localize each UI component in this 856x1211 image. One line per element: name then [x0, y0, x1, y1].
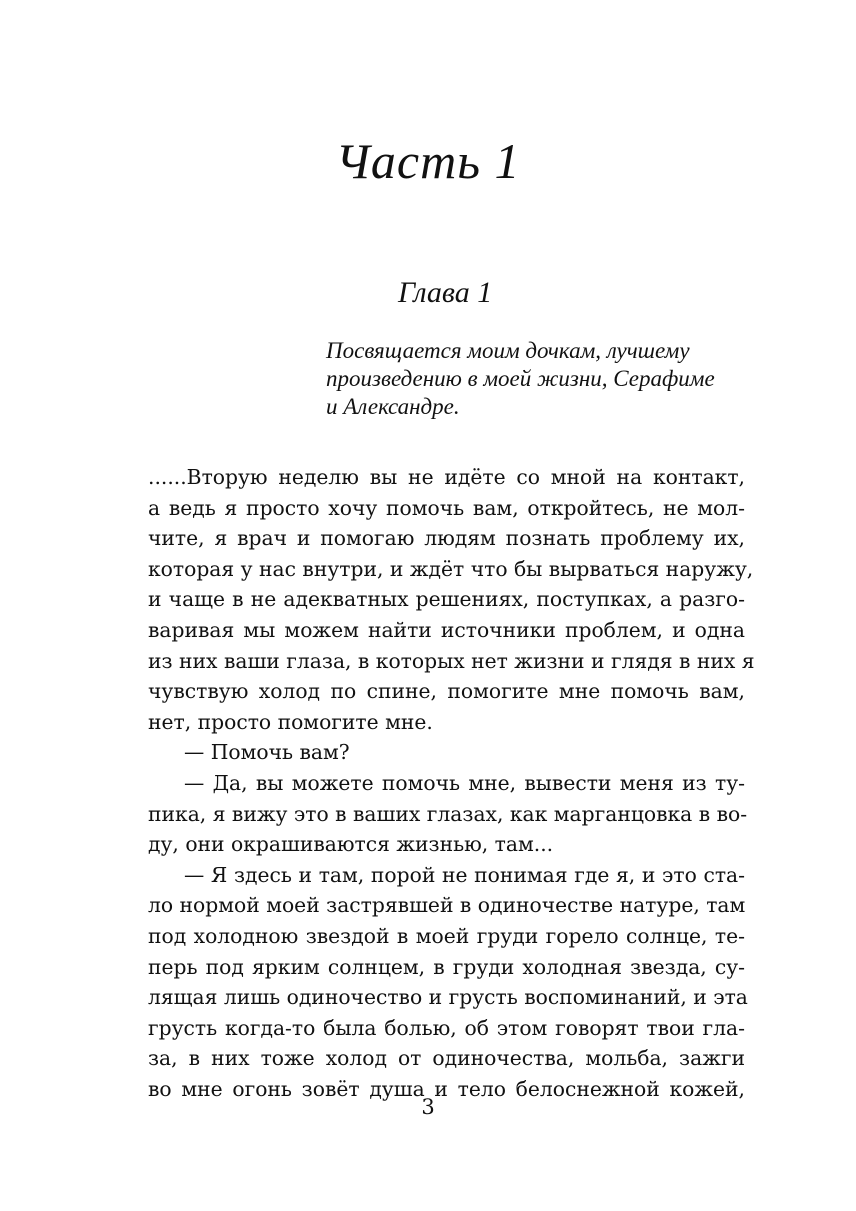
chapter-title: Глава 1: [398, 276, 493, 309]
text-line: ло нормой моей застрявшей в одиночестве натуре, там: [148, 893, 746, 918]
text-line: чувствую холод по спине, помогите мне помочь вам,: [148, 679, 745, 704]
text-line: лящая лишь одиночество и грусть воспоминаний, и эта: [148, 985, 748, 1010]
text-line: — Да, вы можете помочь мне, вывести меня из ту-: [184, 770, 745, 795]
dedication-line: произведению в моей жизни, Серафиме: [326, 366, 715, 391]
text-line: — Я здесь и там, порой не понимая где я, и это ста-: [184, 862, 745, 887]
text-line: из них ваши глаза, в которых нет жизни и глядя в них я: [148, 648, 755, 673]
page-number: 3: [421, 1095, 435, 1119]
text-line: и чаще в не адекватных решениях, поступках, а разго-: [148, 587, 745, 612]
body-text: [148, 462, 755, 1104]
text-line: ду, они окрашиваются жизнью, там...: [148, 832, 554, 857]
text-line: грусть когда-то была болью, об этом говорят твои гла-: [148, 1015, 745, 1040]
text-line: чите, я врач и помогаю людям познать проблему их,: [148, 526, 745, 551]
text-line: которая у нас внутри, и ждёт что бы вырваться наружу,: [148, 556, 754, 581]
text-line: пика, я вижу это в ваших глазах, как марганцовка в во-: [148, 801, 748, 826]
text-line: ......Вторую неделю вы не идёте со мной на контакт,: [148, 465, 745, 489]
dedication: [326, 337, 726, 421]
text-line: а ведь я просто хочу помочь вам, откройтесь, не мол-: [148, 495, 745, 520]
text-line: — Помочь вам?: [184, 740, 350, 765]
text-line: под холодною звездой в моей груди горело солнце, те-: [148, 923, 745, 948]
text-line: нет, просто помогите мне.: [148, 709, 433, 734]
dedication-line: Посвящается моим дочкам, лучшему: [326, 338, 690, 363]
text-line: во мне огонь зовёт душа и тело белоснежной кожей,: [148, 1076, 745, 1101]
text-line: перь под ярким солнцем, в груди холодная звезда, су-: [148, 954, 745, 979]
text-line: за, в них тоже холод от одиночества, мольба, зажги: [148, 1046, 745, 1071]
part-title: Часть 1: [335, 133, 521, 189]
text-line: варивая мы можем найти источники проблем, и одна: [148, 617, 745, 642]
dedication-line: и Александре.: [326, 394, 460, 419]
